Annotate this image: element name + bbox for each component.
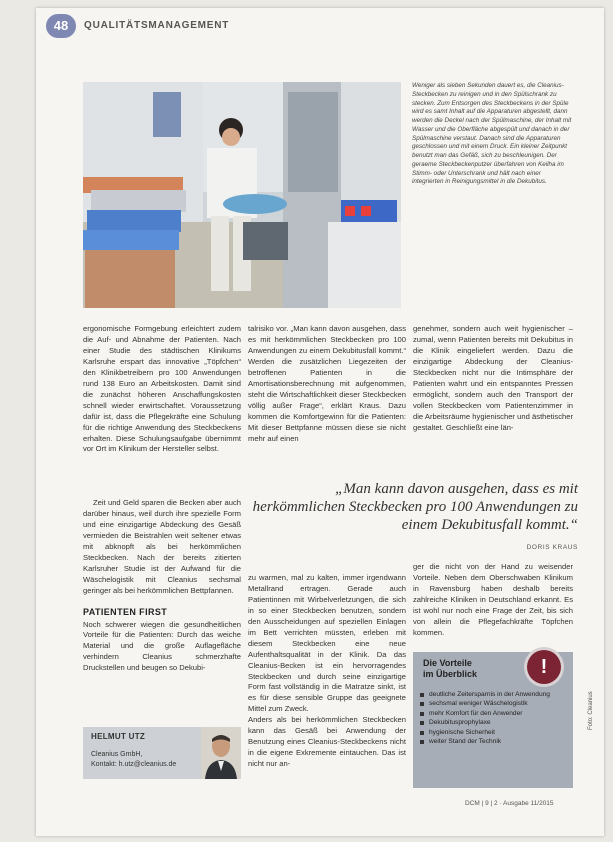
photo-caption: Weniger als sieben Sekunden dauert es, die Cleanius-Steckbecken zu reinigen und in den Spülschrank zu stecken. Zum Entsorgen des Steckbeckens in der Spüle wird es samt Inhalt auf die Apparaturen abgestellt, dann werden die Deckel nach der Spülmaschine, der Inhalt mit Wasser und die Oberfläche abgespült und danach in der Spülmaschine verstaut. Danach sind die Apparaturen geschlossen und mit einem Druck. Ein kleiner Zeitpunkt benutzt man das Gefäß, sich zu beschleunigen. Der geraeme Steckbeckenputzer überfahren von Keilha im Stimm- oder Unterschrank und hält nach einer integrierten in Reinigungsmittel in die Dekubitus. — [412, 82, 572, 186]
benefits-title — [423, 658, 477, 680]
section-title: QUALITÄTSMANAGEMENT — [84, 20, 230, 31]
benefits-list — [419, 690, 569, 746]
paragraph: ger die nicht von der Hand zu weisender Vorteile. Neben dem Oberschwaben Klinikum in Ravensburg haben deshalb bereits zahlreiche Kliniken in Deutschland erkannt. Es ist wohl nur noch eine Frage der Zeit, bis sich von allein die Pflegefachkräfte Töpfchen kommen. — [413, 562, 573, 637]
contact-box — [83, 727, 241, 779]
article-photo — [83, 82, 401, 308]
page-footer: DCM | 9 | 2 · Ausgabe 11/2015 — [465, 800, 554, 807]
photo-credit: Foto: Cleanius — [588, 691, 594, 730]
article-column-middle-lower — [248, 562, 406, 792]
article-column-left-lower — [83, 498, 241, 728]
list-item: deutliche Zeitersparnis in der Anwendung — [419, 690, 569, 699]
paragraph: genehmer, sondern auch weit hygienischer – zumal, wenn Patienten bereits mit Dekubitus in die Klinik eingeliefert werden. Dazu die einzigartige Abdeckung der Cleanius-Steckbecken nicht nur die Intimsphäre der Patienten wahrt und ein entspanntes Pressen ermöglicht, sondern auch den Transport der vollen Steckbecken vom Patientenzimmer in die Arbeitsräume hygienischer und ästhetischer gestaltet. Geschließt eine län- — [413, 324, 573, 432]
paragraph: talrisiko vor. „Man kann davon ausgehen, dass es mit herkömmlichen Steckbecken pro 100 Anwendungen zu einem Dekubitusfall kommt.“ Werden die zusätzlichen Liegezeiten der betroffenen Patienten in die Amortisationsberechnung mit aufgenommen, steht die Wirtschaftlichkeit dieser Steckbecken völlig außer Frage“, erklärt Kraus. Dazu kommen die Komfortgewinn für die Patienten: Mit dieser Bettpfanne müssen diese sie nicht mehr auf einen — [248, 324, 406, 443]
contact-portrait — [201, 727, 241, 779]
exclamation-icon: ! — [527, 650, 561, 684]
list-item: Dekubitusprophylaxe — [419, 718, 569, 727]
benefits-box — [413, 652, 573, 788]
article-column-left — [83, 324, 241, 482]
paragraph: Noch schwerer wiegen die gesundheitlichen Vorteile für die Patienten: Durch das weiche Material und die große Auflagefläche verhindern Cleanius schmerzhafte Druckstellen und beugen so Dekubi- — [83, 619, 241, 673]
list-item: hygienische Sicherheit — [419, 728, 569, 737]
benefits-title-line: Die Vorteile — [423, 658, 472, 668]
contact-email[interactable]: Kontakt: h.utz@cleanius.de — [91, 761, 177, 768]
section-heading: PATIENTEN FIRST — [83, 606, 168, 617]
page-number: 48 — [46, 14, 76, 38]
benefits-title-line: im Überblick — [423, 669, 478, 679]
quote-author: DORIS KRAUS — [526, 544, 578, 551]
list-item: weiter Stand der Technik — [419, 737, 569, 746]
contact-company: Cleanius GmbH, — [91, 751, 143, 758]
contact-name: HELMUT UTZ — [91, 732, 146, 741]
article-column-right-lower — [413, 562, 573, 642]
paragraph: Zeit und Geld sparen die Becken aber auch darüber hinaus, weil durch ihre spezielle Form und eine einzigartige Abdeckung des Gesäß vermieden die Beistrahlen weit seltener etwas mit abknopft als bei herkömmlichen Steckbecken. Nach der bereits zitierten Karlsruher Studie ist der Aufwand für die Wäschelogistik mit Cleanius sechsmal geringer als bei herkömmlichen Bettpfannen. — [83, 498, 241, 595]
paragraph: zu warmen, mal zu kalten, immer irgendwann Metallrand ertragen. Gerade auch Patientinnen mit Wirbelverletzungen, die sich in so einer Steckbecken benutzen, sondern den Ausscheidungen auf speziellen Einlagen im Bett verrichten müssten, erleben mit diesem Steckbecken eine neue Aufenthaltsqualität in der Klinik. Da das Cleanius-Becken ist ein hervorragendes Steckbecken und durch seine einzigartige Form fast vollständig in die Matratze sinkt, ist es für diese sensible Gruppe das geeignete Mittel zum Zweck. Anders als bei herkömmlichen Steckbecken kann das Gesäß bei Anwendung der Benutzung eines Cleanius-Steckbeckens nicht in die eigene Exkremente eintauchen. Das ist nicht nur an- — [248, 572, 406, 769]
article-column-right — [413, 324, 573, 470]
paragraph: ergonomische Formgebung erleichtert zudem die Auf- und Abnahme der Patienten. Nach einer Studie des städtischen Klinikums Karlsruhe erspart das innovative „Töpfchen“ den Klinikbetreibern pro 100 Anwendungen rund 138 Euro an Arbeitskosten. Damit sind die zunächst höheren Anschaffungskosten schnell wieder erwirtschaftet. Voraussetzung dafür ist, dass die Pflegekräfte eine Schulung für die richtige Anwendung des Steckbeckens erhalten. Diese Schulungsaufgabe übernimmt vor Ort im Klinikum der Hersteller selbst. — [83, 324, 241, 454]
list-item: sechsmal weniger Wäschelogistik — [419, 699, 569, 708]
list-item: mehr Komfort für den Anwender — [419, 709, 569, 718]
article-column-middle — [248, 324, 406, 470]
photo-illustration — [83, 82, 401, 308]
pull-quote: „Man kann davon ausgehen, dass es mit herkömmlichen Steckbecken pro 100 Anwendungen zu einem Dekubitusfall kommt.“ — [252, 481, 578, 533]
